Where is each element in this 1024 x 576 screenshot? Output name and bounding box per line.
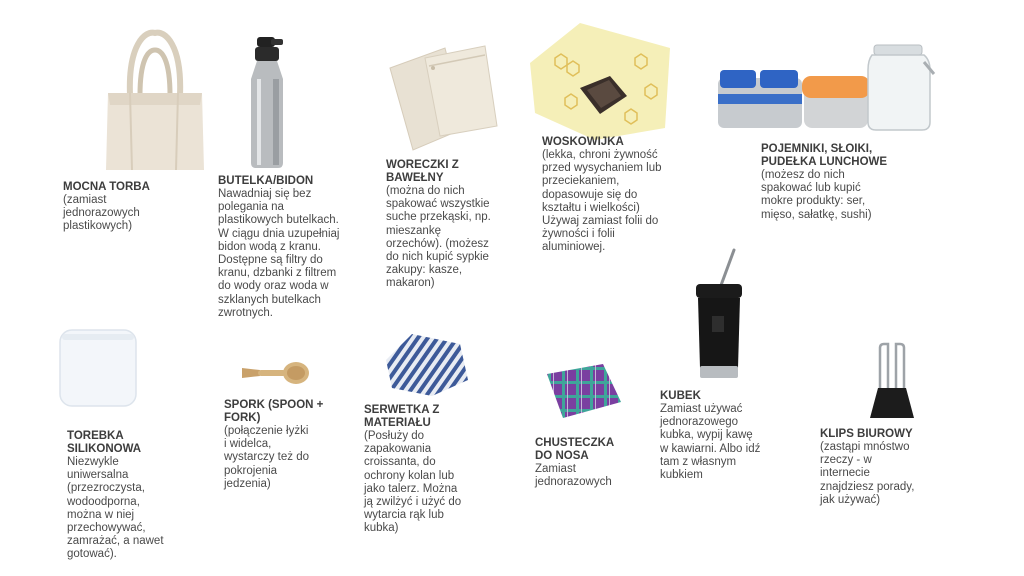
water-bottle-icon xyxy=(243,35,293,170)
item-title: WORECZKI Z BAWEŁNY xyxy=(386,159,459,184)
item-chusteczka xyxy=(535,437,665,489)
item-description: (zamiast jednorazowych plastikowych) xyxy=(63,194,140,233)
item-title: KLIPS BIUROWY xyxy=(820,428,913,440)
beeswax-wrap-icon xyxy=(525,18,675,143)
item-title: POJEMNIKI, SŁOIKI, PUDEŁKA LUNCHOWE xyxy=(761,143,888,168)
item-kubek xyxy=(660,390,800,482)
item-description: (możesz do nich spakować lub kupić mokre produkty: ser, mięso, sałatkę, sushi) xyxy=(761,169,872,221)
item-title: KUBEK xyxy=(660,390,701,402)
item-description: (zastąpi mnóstwo rzeczy - w internecie znajdziesz porady, jak używać) xyxy=(820,441,915,506)
cloth-napkin-icon xyxy=(382,330,472,400)
item-description: Nawadniaj się bez polegania na plastikowych butelkach. W ciągu dnia uzupełniaj bidon wodą z kranu. Dostępne są filtry do kranu, dzbanki z filtrem do wody oraz woda w szklanych butelkach zwrotnych. xyxy=(218,188,340,319)
item-serwetka xyxy=(364,404,514,536)
travel-mug-icon xyxy=(690,248,750,383)
cotton-bags-icon xyxy=(385,38,505,153)
item-description: (połączenie łyżki i widelca, wystarczy też do pokrojenia jedzenia) xyxy=(224,425,309,490)
item-woskowijka xyxy=(542,136,702,255)
item-title: CHUSTECZKA DO NOSA xyxy=(535,437,615,462)
spork-icon xyxy=(240,358,310,388)
binder-clip-icon xyxy=(866,342,918,422)
item-mocna-torba xyxy=(63,181,213,234)
item-title: MOCNA TORBA xyxy=(63,181,150,193)
silicone-bag-icon xyxy=(58,328,138,408)
item-woreczki-z-bawelny xyxy=(386,159,526,291)
item-description: Zamiast używać jednorazowego kubka, wypij kawę w kawiarni. Albo idź tam z własnym kubkiem xyxy=(660,403,761,482)
item-title: BUTELKA/BIDON xyxy=(218,175,314,187)
item-description: Zamiast jednorazowych xyxy=(535,463,612,489)
item-title: TOREBKA SILIKONOWA xyxy=(67,430,142,455)
item-title: WOSKOWIJKA xyxy=(542,136,624,148)
containers-jar-icon xyxy=(714,40,939,135)
item-description: Niezwykle uniwersalna (przezroczysta, wodoodporna, można w niej przechowywać, zamrażać, a nawet gotować). xyxy=(67,456,164,561)
item-spork xyxy=(224,399,364,491)
item-torebka-silikonowa xyxy=(67,430,207,562)
item-klips-biurowy xyxy=(820,428,960,507)
item-description: (można do nich spakować wszystkie suche przekąski, np. mieszankę orzechów). (możesz do nich kupić sypkie zakupy: kasze, makaron) xyxy=(386,185,491,290)
handkerchief-icon xyxy=(543,362,623,420)
tote-bag-icon xyxy=(100,25,210,175)
item-pojemniki xyxy=(761,143,921,222)
item-title: SERWETKA Z MATERIAŁU xyxy=(364,404,440,429)
item-title: SPORK (SPOON + FORK) xyxy=(224,399,324,424)
item-description: (Posłuży do zapakowania croissanta, do ochrony kolan lub jako talerz. Można ją zwilżyć i użyć do wytarcia rąk lub kubka) xyxy=(364,430,462,535)
item-description: (lekka, chroni żywność przed wysychaniem lub przeciekaniem, dopasowuje się do kształtu i wielkości) Używaj zamiast folii do żywności i folii aluminiowej. xyxy=(542,149,662,254)
item-butelka-bidon xyxy=(218,175,378,320)
